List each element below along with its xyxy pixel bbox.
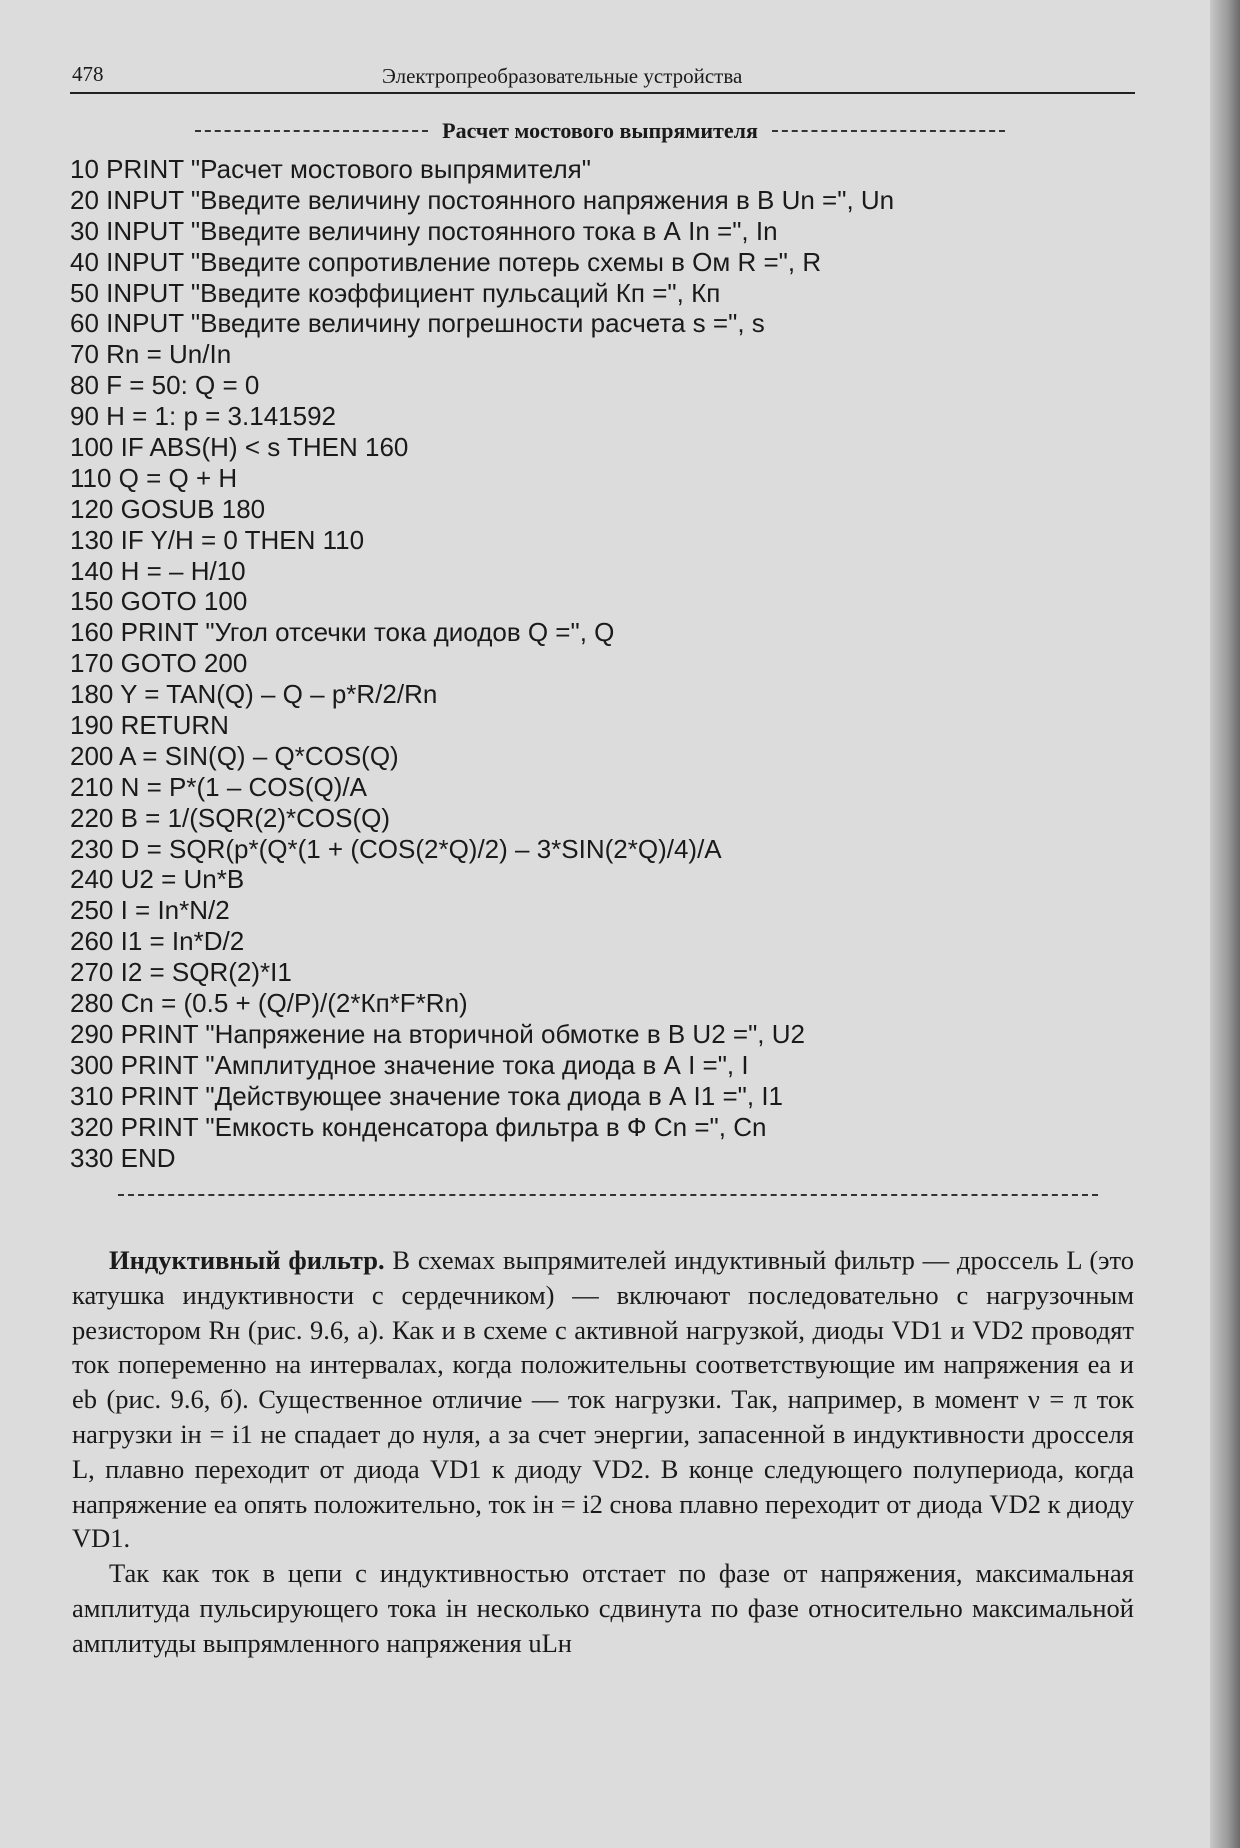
code-line: 180 Y = TAN(Q) – Q – p*R/2/Rn [70, 679, 438, 710]
code-line: 250 I = In*N/2 [70, 895, 230, 926]
page-edge-shadow [1210, 0, 1240, 1848]
code-line: 160 PRINT "Угол отсечки тока диодов Q =", Q [70, 617, 615, 648]
listing-title-text: Расчет мостового выпрямителя [442, 118, 758, 143]
code-line: 210 N = P*(1 – COS(Q)/A [70, 771, 367, 802]
code-line: 200 A = SIN(Q) – Q*COS(Q) [70, 740, 399, 771]
code-line: 280 Cn = (0.5 + (Q/P)/(2*Кп*F*Rn) [70, 988, 468, 1019]
code-line: 190 RETURN [70, 710, 229, 741]
code-line: 290 PRINT "Напряжение на вторичной обмотке в В U2 =", U2 [70, 1018, 805, 1049]
code-line: 310 PRINT "Действующее значение тока диода в А I1 =", I1 [70, 1080, 784, 1111]
running-head [72, 58, 1132, 88]
code-line: 320 PRINT "Емкость конденсатора фильтра в Ф Cn =", Cn [70, 1111, 767, 1142]
code-line: 100 IF ABS(H) < s THEN 160 [70, 432, 409, 463]
code-line: 260 I1 = In*D/2 [70, 926, 245, 957]
code-line: 30 INPUT "Введите величину постоянного тока в А In =", In [70, 215, 778, 246]
title-dash-right [772, 130, 1005, 132]
code-line: 170 GOTO 200 [70, 648, 248, 679]
page-number: 478 [72, 62, 104, 86]
code-line: 300 PRINT "Амплитудное значение тока диода в А I =", I [70, 1049, 749, 1080]
code-line: 70 Rn = Un/In [70, 339, 232, 370]
code-line: 80 F = 50: Q = 0 [70, 370, 260, 401]
code-line: 230 D = SQR(p*(Q*(1 + (COS(2*Q)/2) – 3*SIN(2*Q)/4)/A [70, 833, 722, 864]
code-line: 40 INPUT "Введите сопротивление потерь схемы в Ом R =", R [70, 246, 822, 277]
paragraph-phase-shift: Так как ток в цепи с индуктивностью отстает по фазе от напряжения, максимальная амплитуда пульсирующего тока iн несколько сдвинута по фазе относительно максимальной амплитуды выпрямленного напряжения uLн [72, 1558, 1134, 1658]
body-text [72, 1243, 1134, 1661]
header-rule [70, 92, 1135, 94]
code-line: 50 INPUT "Введите коэффициент пульсаций Кп =", Кп [70, 277, 721, 308]
code-line: 150 GOTO 100 [70, 586, 248, 617]
paragraph-body: В схемах выпрямителей индуктивный фильтр — дроссель L (это катушка индуктивности с сердечником) — включают последовательно с нагрузочным резистором Rн (рис. 9.6, а). Как и в схеме с активной нагрузкой, диоды VD1 и VD2 проводят ток попеременно на интервалах, когда положительны соответствующие им напряжения ea и eb (рис. 9.6, б). Существенное отличие — ток нагрузки. Так, например, в момент ν = π ток нагрузки iн = i1 не спадает до нуля, а за счет энергии, запасенной в индуктивности дросселя L, плавно переходит от диода VD1 к диоду VD2. В конце следующего полупериода, когда напряжение ea опять положительно, ток iн = i2 снова плавно переходит от диода VD2 к диоду VD1. [72, 1245, 1134, 1554]
code-line: 90 H = 1: p = 3.141592 [70, 401, 336, 432]
code-line: 270 I2 = SQR(2)*I1 [70, 957, 292, 988]
code-line: 120 GOSUB 180 [70, 493, 266, 524]
title-dash-left [195, 130, 428, 132]
paragraph-lead: Индуктивный фильтр. [109, 1245, 385, 1275]
code-line: 20 INPUT "Введите величину постоянного напряжения в В Un =", Un [70, 184, 895, 215]
running-title: Электропреобразовательные устройства [382, 64, 743, 88]
listing-end-rule [118, 1194, 1098, 1196]
paragraph-inductive-filter [72, 1243, 1134, 1556]
code-line: 110 Q = Q + H [70, 462, 238, 493]
code-line: 10 PRINT "Расчет мостового выпрямителя" [70, 154, 591, 184]
listing-title [195, 118, 1005, 144]
code-listing [70, 154, 1140, 1173]
code-line: 220 B = 1/(SQR(2)*COS(Q) [70, 802, 391, 833]
code-line: 140 H = – H/10 [70, 555, 246, 586]
code-line: 130 IF Y/H = 0 THEN 110 [70, 524, 365, 555]
code-line: 240 U2 = Un*B [70, 864, 245, 895]
code-line: 60 INPUT "Введите величину погрешности расчета s =", s [70, 308, 765, 339]
code-line: 330 END [70, 1142, 176, 1173]
